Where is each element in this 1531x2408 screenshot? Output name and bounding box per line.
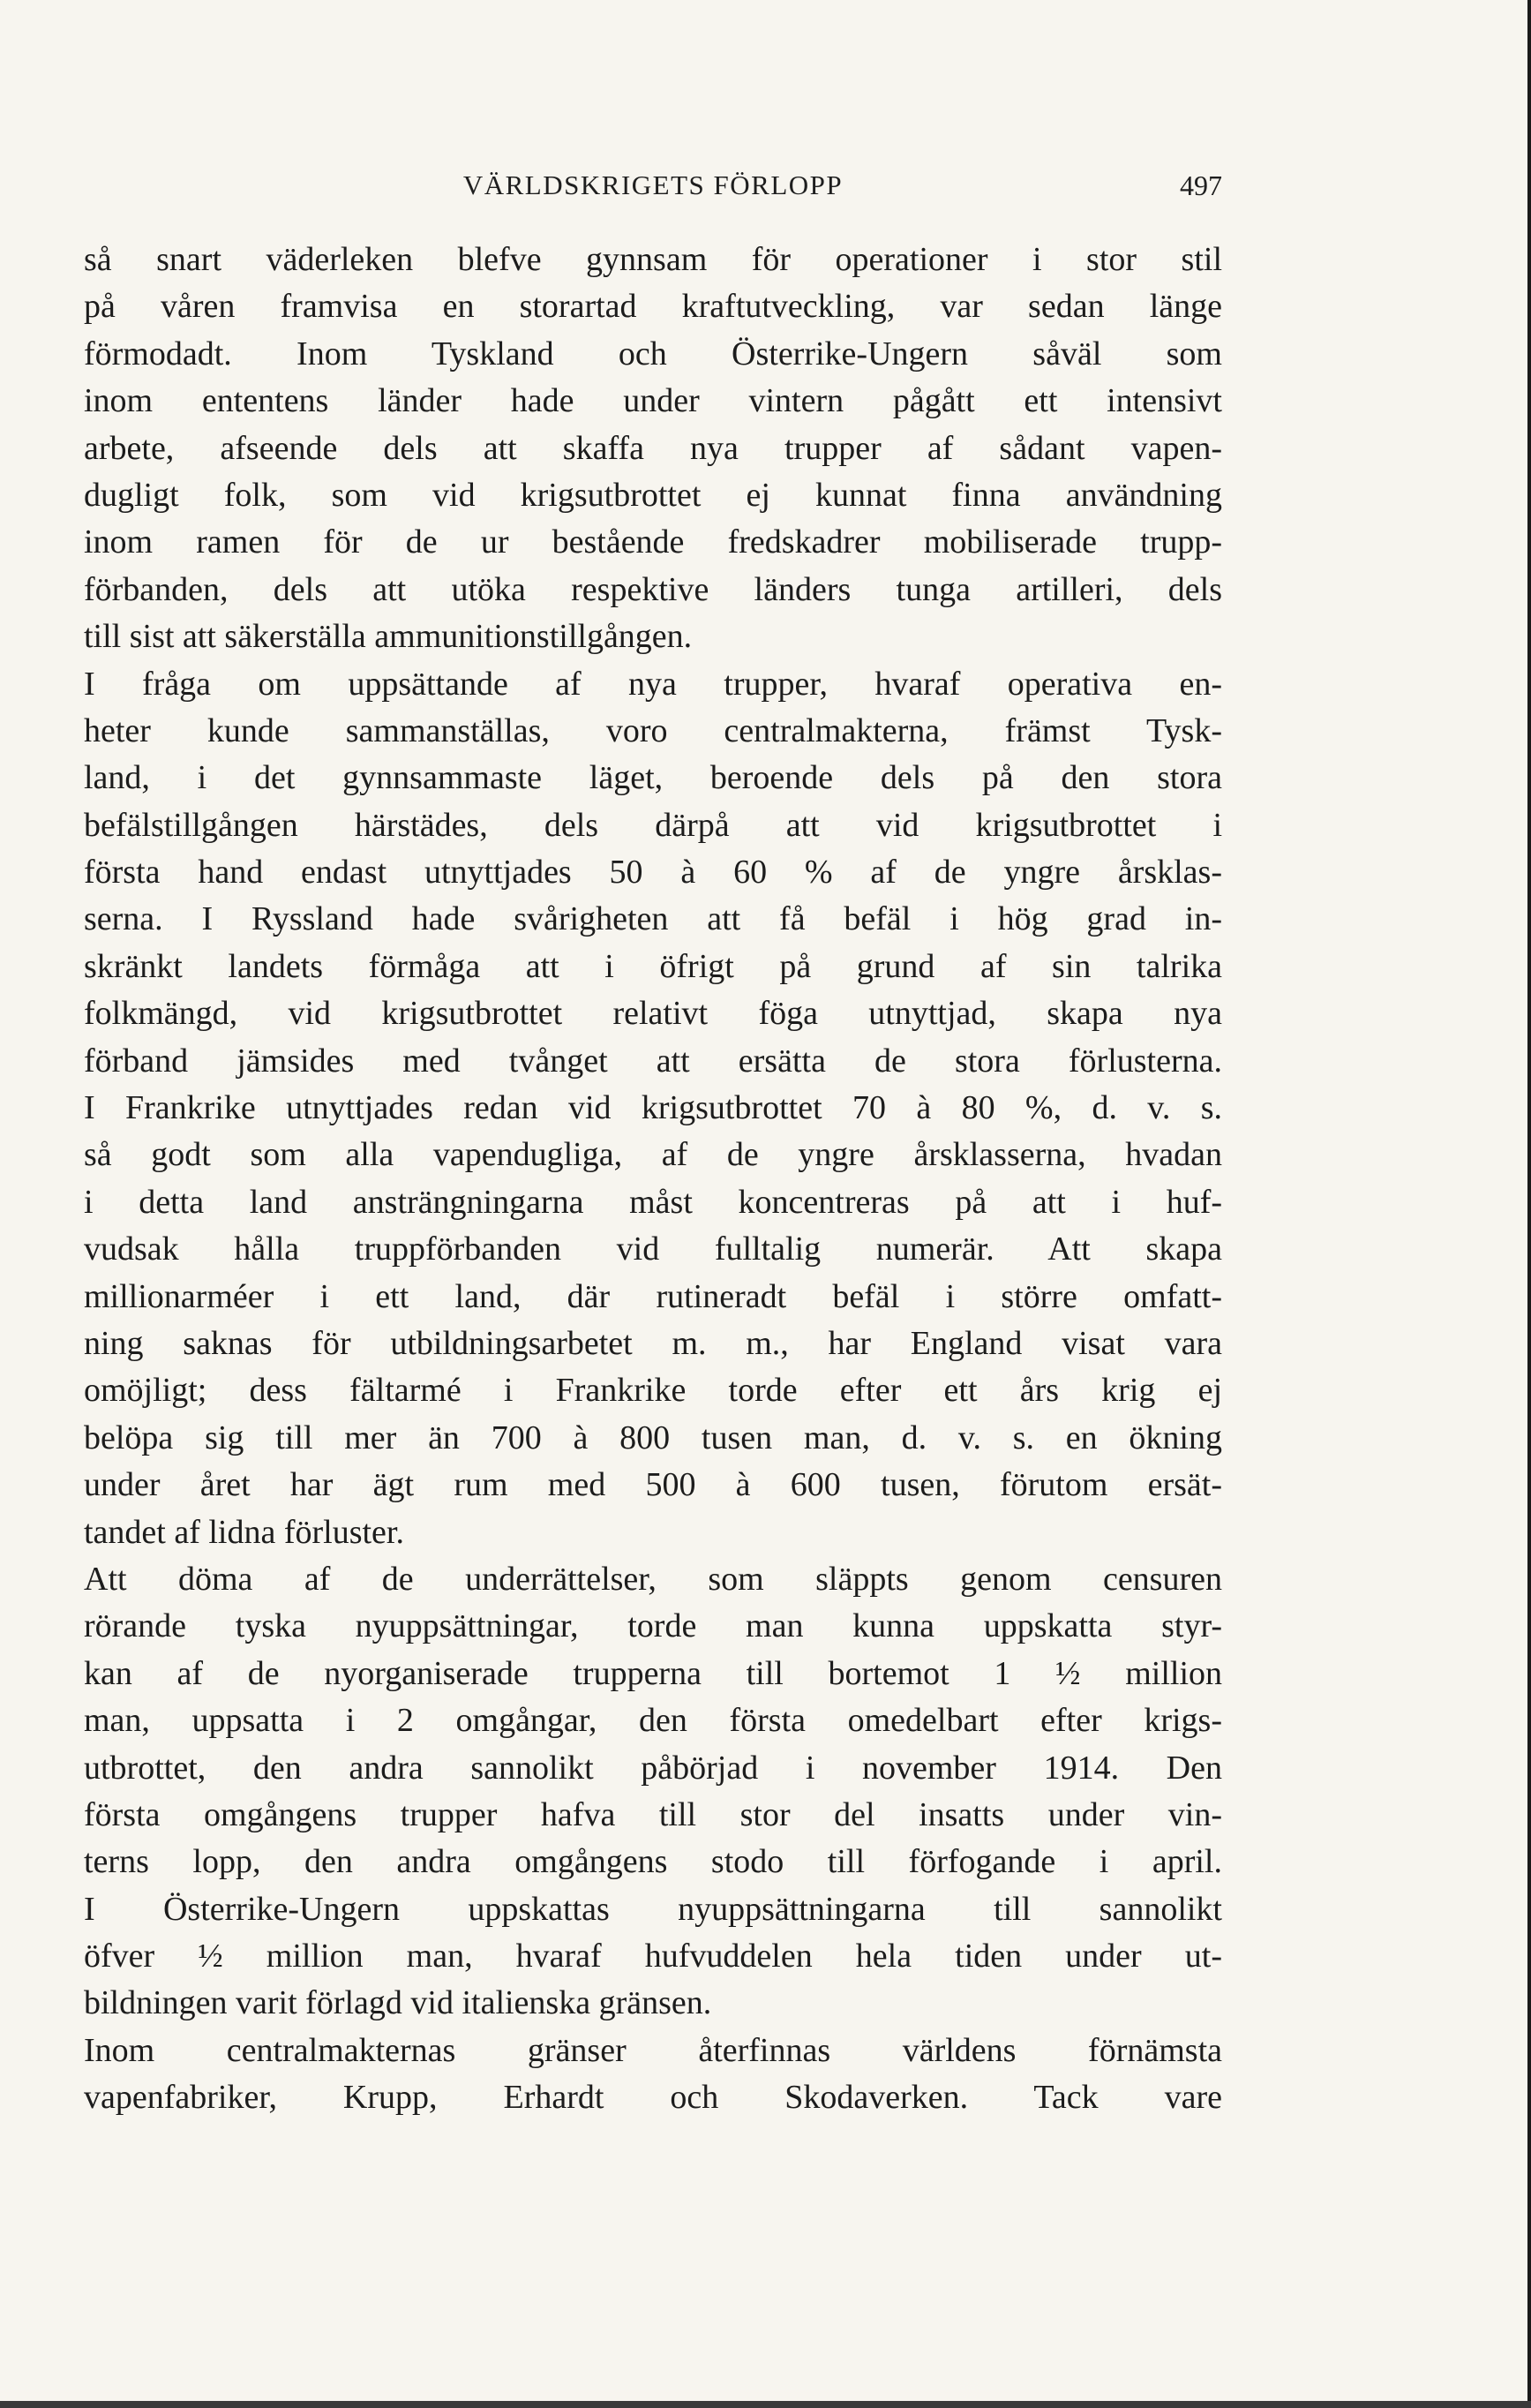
text-line: vudsak hålla truppförbanden vid fulltalig numerär. Att skapa [84, 1230, 1222, 1268]
text-line: befälstillgången härstädes, dels därpå att vid krigsutbrottet i [84, 806, 1222, 844]
text-line: terns lopp, den andra omgångens stodo till förfogande i april. [84, 1843, 1222, 1881]
text-line: omöjligt; dess fältarmé i Frankrike torde efter ett års krig ej [84, 1372, 1222, 1410]
text-line: förband jämsides med tvånget att ersätta de stora förlusterna. [84, 1042, 1222, 1080]
text-line: arbete, afseende dels att skaffa nya trupper af sådant vapen- [84, 429, 1222, 467]
text-line: så snart väderleken blefve gynnsam för operationer i stor stil [84, 241, 1222, 278]
text-line: till sist att säkerställa ammunitionstillgången. [84, 618, 693, 656]
text-line: så godt som alla vapendugliga, af de yngre årsklasserna, hvadan [84, 1136, 1222, 1174]
text-line: rörande tyska nyuppsättningar, torde man kunna uppskatta styr- [84, 1607, 1222, 1645]
text-line: millionarméer i ett land, där rutineradt befäl i större omfatt- [84, 1277, 1222, 1315]
text-line: tandet af lidna förluster. [84, 1513, 404, 1551]
text-line: vapenfabriker, Krupp, Erhardt och Skodaverken. Tack vare [84, 2079, 1222, 2117]
text-line: land, i det gynnsammaste läget, beroende dels på den stora [84, 759, 1222, 797]
text-line: utbrottet, den andra sannolikt påbörjad i november 1914. Den [84, 1749, 1222, 1787]
text-line: man, uppsatta i 2 omgångar, den första omedelbart efter krigs- [84, 1702, 1222, 1740]
text-line: bildningen varit förlagd vid italienska gränsen. [84, 1984, 712, 2022]
text-line: förmodadt. Inom Tyskland och Österrike-Ungern såväl som [84, 335, 1222, 372]
text-line: skränkt landets förmåga att i öfrigt på grund af sin talrika [84, 947, 1222, 985]
text-line: ning saknas för utbildningsarbetet m. m., har England visat vara [84, 1324, 1222, 1362]
body-text [84, 237, 1222, 2122]
text-line: Att döma af de underrättelser, som släppts genom censuren [84, 1560, 1222, 1598]
text-line: dugligt folk, som vid krigsutbrottet ej kunnat finna användning [84, 476, 1222, 514]
text-line: inom ententens länder hade under vintern pågått ett intensivt [84, 382, 1222, 420]
text-line: Inom centralmakternas gränser återfinnas världens förnämsta [84, 2031, 1222, 2069]
text-line: I Österrike-Ungern uppskattas nyuppsättningarna till sannolikt [84, 1890, 1222, 1928]
text-line: på våren framvisa en storartad kraftutveckling, var sedan länge [84, 288, 1222, 326]
running-head [84, 169, 1222, 214]
text-line: första omgångens trupper hafva till stor del insatts under vin- [84, 1795, 1222, 1833]
text-line: I Frankrike utnyttjades redan vid krigsutbrottet 70 à 80 %, d. v. s. [84, 1089, 1222, 1127]
text-line: kan af de nyorganiserade trupperna till bortemot 1 ½ million [84, 1654, 1222, 1692]
text-line: första hand endast utnyttjades 50 à 60 % af de yngre årsklas- [84, 854, 1222, 892]
page-edge-shadow [1527, 0, 1531, 2408]
page-bottom-edge [0, 2401, 1531, 2408]
text-line: belöpa sig till mer än 700 à 800 tusen man, d. v. s. en ökning [84, 1418, 1222, 1456]
text-line: förbanden, dels att utöka respektive länders tunga artilleri, dels [84, 570, 1222, 608]
text-line: inom ramen för de ur bestående fredskadrer mobiliserade trupp- [84, 523, 1222, 561]
text-line: heter kunde sammanställas, voro centralmakterna, främst Tysk- [84, 711, 1222, 749]
text-line: serna. I Ryssland hade svårigheten att få befäl i hög grad in- [84, 900, 1222, 938]
text-line: öfver ½ million man, hvaraf hufvuddelen hela tiden under ut- [84, 1938, 1222, 1975]
text-line: folkmängd, vid krigsutbrottet relativt föga utnyttjad, skapa nya [84, 995, 1222, 1033]
running-title: VÄRLDSKRIGETS FÖRLOPP [462, 169, 844, 200]
text-line: I fråga om uppsättande af nya trupper, hvaraf operativa en- [84, 665, 1222, 703]
text-line: under året har ägt rum med 500 à 600 tusen, förutom ersät- [84, 1466, 1222, 1504]
page-number: 497 [1180, 169, 1222, 201]
text-line: i detta land ansträngningarna måst koncentreras på att i huf- [84, 1183, 1222, 1221]
